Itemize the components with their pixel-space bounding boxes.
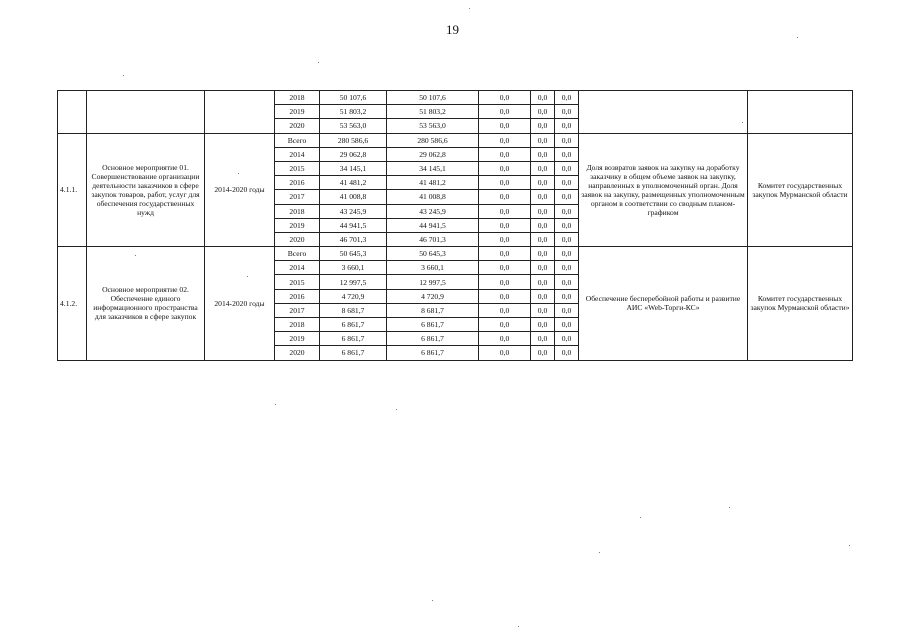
local-budget-cell: 0,0: [531, 332, 555, 346]
federal-budget-cell: 0,0: [479, 232, 531, 246]
regional-budget-cell: 29 062,8: [387, 147, 479, 161]
total-cell: 41 481,2: [320, 176, 387, 190]
year-cell: 2017: [275, 190, 320, 204]
regional-budget-cell: 12 997,5: [387, 275, 479, 289]
measure-period: 2014-2020 годы: [205, 247, 275, 361]
other-sources-cell: 0,0: [555, 318, 579, 332]
page-number: 19: [446, 22, 459, 37]
federal-budget-cell: 0,0: [479, 289, 531, 303]
year-cell: 2018: [275, 91, 320, 105]
year-cell: 2015: [275, 161, 320, 175]
regional-budget-cell: 6 861,7: [387, 332, 479, 346]
other-sources-cell: 0,0: [555, 332, 579, 346]
federal-budget-cell: 0,0: [479, 161, 531, 175]
year-cell: 2019: [275, 218, 320, 232]
table-row: [58, 247, 853, 261]
federal-budget-cell: 0,0: [479, 275, 531, 289]
other-sources-cell: 0,0: [555, 105, 579, 119]
regional-budget-cell: 8 681,7: [387, 303, 479, 317]
table-row: [58, 91, 853, 105]
total-cell: 8 681,7: [320, 303, 387, 317]
local-budget-cell: 0,0: [531, 247, 555, 261]
other-sources-cell: 0,0: [555, 218, 579, 232]
year-cell: Всего: [275, 247, 320, 261]
regional-budget-cell: 41 008,8: [387, 190, 479, 204]
total-cell: 44 941,5: [320, 218, 387, 232]
year-cell: 2014: [275, 147, 320, 161]
local-budget-cell: 0,0: [531, 275, 555, 289]
total-cell: 280 586,6: [320, 133, 387, 147]
measure-number: 4.1.1.: [58, 133, 87, 247]
regional-budget-cell: 53 563,0: [387, 119, 479, 133]
other-sources-cell: 0,0: [555, 261, 579, 275]
other-sources-cell: 0,0: [555, 247, 579, 261]
local-budget-cell: 0,0: [531, 261, 555, 275]
regional-budget-cell: 6 861,7: [387, 346, 479, 360]
year-cell: 2019: [275, 332, 320, 346]
year-cell: 2018: [275, 318, 320, 332]
other-sources-cell: 0,0: [555, 119, 579, 133]
local-budget-cell: 0,0: [531, 105, 555, 119]
other-sources-cell: 0,0: [555, 91, 579, 105]
measure-indicator: Доля возвратов заявок на закупку на доработку заказчику в общем объеме заявок на закупку, направленных в уполномоченный орган. Доля заявок на закупку, размещенных уполномоченным органом в соответствии со сводным планом-графиком: [579, 133, 748, 247]
regional-budget-cell: 50 645,3: [387, 247, 479, 261]
federal-budget-cell: 0,0: [479, 119, 531, 133]
total-cell: 34 145,1: [320, 161, 387, 175]
year-cell: 2016: [275, 289, 320, 303]
federal-budget-cell: 0,0: [479, 218, 531, 232]
measure-name: Основное мероприятие 01. Совершенствование организации деятельности заказчиков в сфере закупок товаров, работ, услуг для обеспечения государственных нужд: [87, 133, 205, 247]
total-cell: 46 701,3: [320, 232, 387, 246]
indicator-cell-empty: [579, 91, 748, 134]
year-cell: Всего: [275, 133, 320, 147]
measure-number: 4.1.2.: [58, 247, 87, 361]
local-budget-cell: 0,0: [531, 190, 555, 204]
name-cell-empty: [87, 91, 205, 134]
total-cell: 4 720,9: [320, 289, 387, 303]
local-budget-cell: 0,0: [531, 318, 555, 332]
other-sources-cell: 0,0: [555, 303, 579, 317]
federal-budget-cell: 0,0: [479, 261, 531, 275]
other-sources-cell: 0,0: [555, 161, 579, 175]
federal-budget-cell: 0,0: [479, 318, 531, 332]
year-cell: 2014: [275, 261, 320, 275]
period-cell-empty: [205, 91, 275, 134]
local-budget-cell: 0,0: [531, 176, 555, 190]
federal-budget-cell: 0,0: [479, 176, 531, 190]
regional-budget-cell: 6 861,7: [387, 318, 479, 332]
regional-budget-cell: 50 107,6: [387, 91, 479, 105]
federal-budget-cell: 0,0: [479, 105, 531, 119]
federal-budget-cell: 0,0: [479, 190, 531, 204]
regional-budget-cell: 4 720,9: [387, 289, 479, 303]
total-cell: 6 861,7: [320, 318, 387, 332]
year-cell: 2016: [275, 176, 320, 190]
regional-budget-cell: 44 941,5: [387, 218, 479, 232]
year-cell: 2020: [275, 232, 320, 246]
federal-budget-cell: 0,0: [479, 332, 531, 346]
number-cell-empty: [58, 91, 87, 134]
year-cell: 2019: [275, 105, 320, 119]
total-cell: 29 062,8: [320, 147, 387, 161]
other-sources-cell: 0,0: [555, 147, 579, 161]
program-table: [57, 90, 853, 361]
regional-budget-cell: 51 803,2: [387, 105, 479, 119]
total-cell: 41 008,8: [320, 190, 387, 204]
total-cell: 6 861,7: [320, 346, 387, 360]
local-budget-cell: 0,0: [531, 204, 555, 218]
total-cell: 50 645,3: [320, 247, 387, 261]
year-cell: 2020: [275, 346, 320, 360]
total-cell: 43 245,9: [320, 204, 387, 218]
year-cell: 2017: [275, 303, 320, 317]
other-sources-cell: 0,0: [555, 346, 579, 360]
total-cell: 50 107,6: [320, 91, 387, 105]
federal-budget-cell: 0,0: [479, 133, 531, 147]
federal-budget-cell: 0,0: [479, 303, 531, 317]
local-budget-cell: 0,0: [531, 161, 555, 175]
regional-budget-cell: 34 145,1: [387, 161, 479, 175]
executor-cell-empty: [748, 91, 853, 134]
local-budget-cell: 0,0: [531, 289, 555, 303]
other-sources-cell: 0,0: [555, 176, 579, 190]
measure-indicator: Обеспечение бесперебойной работы и развитие АИС «Web-Торги-КС»: [579, 247, 748, 361]
other-sources-cell: 0,0: [555, 289, 579, 303]
total-cell: 6 861,7: [320, 332, 387, 346]
federal-budget-cell: 0,0: [479, 91, 531, 105]
measure-period: 2014-2020 годы: [205, 133, 275, 247]
local-budget-cell: 0,0: [531, 133, 555, 147]
regional-budget-cell: 41 481,2: [387, 176, 479, 190]
measure-executor: Комитет государственных закупок Мурманской области: [748, 133, 853, 247]
total-cell: 53 563,0: [320, 119, 387, 133]
measure-executor: Комитет государственных закупок Мурманской области»: [748, 247, 853, 361]
local-budget-cell: 0,0: [531, 303, 555, 317]
other-sources-cell: 0,0: [555, 133, 579, 147]
other-sources-cell: 0,0: [555, 190, 579, 204]
local-budget-cell: 0,0: [531, 147, 555, 161]
total-cell: 12 997,5: [320, 275, 387, 289]
local-budget-cell: 0,0: [531, 218, 555, 232]
regional-budget-cell: 280 586,6: [387, 133, 479, 147]
federal-budget-cell: 0,0: [479, 346, 531, 360]
table-row: [58, 133, 853, 147]
federal-budget-cell: 0,0: [479, 247, 531, 261]
other-sources-cell: 0,0: [555, 204, 579, 218]
table-body: [58, 91, 853, 361]
measure-name: Основное мероприятие 02. Обеспечение единого информационного пространства для заказчиков в сфере закупок: [87, 247, 205, 361]
year-cell: 2018: [275, 204, 320, 218]
regional-budget-cell: 46 701,3: [387, 232, 479, 246]
federal-budget-cell: 0,0: [479, 147, 531, 161]
local-budget-cell: 0,0: [531, 91, 555, 105]
local-budget-cell: 0,0: [531, 346, 555, 360]
local-budget-cell: 0,0: [531, 119, 555, 133]
year-cell: 2015: [275, 275, 320, 289]
other-sources-cell: 0,0: [555, 275, 579, 289]
local-budget-cell: 0,0: [531, 232, 555, 246]
regional-budget-cell: 3 660,1: [387, 261, 479, 275]
year-cell: 2020: [275, 119, 320, 133]
federal-budget-cell: 0,0: [479, 204, 531, 218]
other-sources-cell: 0,0: [555, 232, 579, 246]
total-cell: 51 803,2: [320, 105, 387, 119]
total-cell: 3 660,1: [320, 261, 387, 275]
regional-budget-cell: 43 245,9: [387, 204, 479, 218]
